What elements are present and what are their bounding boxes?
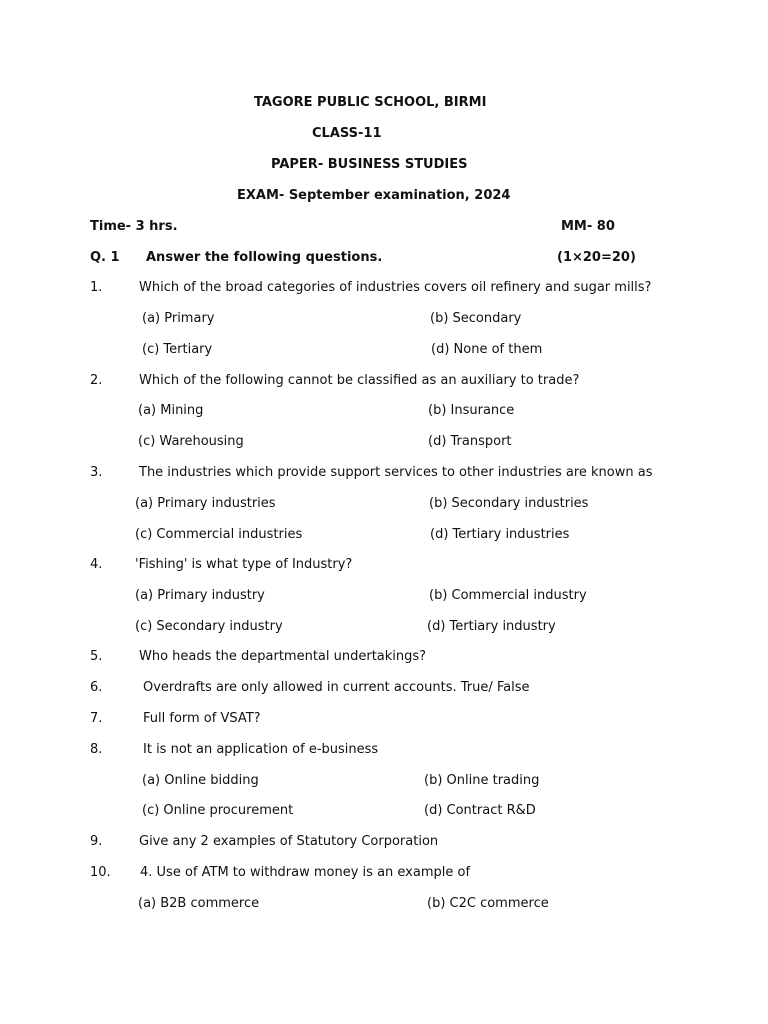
question-text: Overdrafts are only allowed in current accounts. True/ False <box>143 680 530 695</box>
question-text: Give any 2 examples of Statutory Corporation <box>139 834 439 849</box>
option-d: (d) None of them <box>431 342 543 357</box>
question-number: 2. <box>90 373 103 388</box>
option-d: (d) Tertiary industries <box>430 527 570 542</box>
question-number: 4. <box>90 557 103 572</box>
option-a: (a) B2B commerce <box>138 896 260 911</box>
question-number: 5. <box>90 649 103 664</box>
question-number: 1. <box>90 280 103 295</box>
option-c: (c) Commercial industries <box>135 527 303 542</box>
question-text: The industries which provide support services to other industries are known as <box>139 465 653 480</box>
option-c: (c) Tertiary <box>142 342 213 357</box>
question-number: 6. <box>90 680 103 695</box>
option-a: (a) Mining <box>138 403 204 418</box>
option-c: (c) Secondary industry <box>135 619 283 634</box>
section-number: Q. 1 <box>90 250 120 265</box>
option-b: (b) Online trading <box>424 773 540 788</box>
option-c: (c) Online procurement <box>142 803 294 818</box>
question-text: Which of the following cannot be classified as an auxiliary to trade? <box>139 373 580 388</box>
max-marks-label: MM- 80 <box>561 219 615 234</box>
option-a: (a) Primary <box>142 311 215 326</box>
option-b: (b) Insurance <box>428 403 515 418</box>
question-text: 'Fishing' is what type of Industry? <box>135 557 353 572</box>
exam-label: EXAM- September examination, 2024 <box>237 188 511 203</box>
question-text: Who heads the departmental undertakings? <box>139 649 427 664</box>
option-b: (b) Secondary industries <box>429 496 589 511</box>
question-text: It is not an application of e-business <box>143 742 379 757</box>
question-number: 10. <box>90 865 111 880</box>
option-b: (b) Secondary <box>430 311 522 326</box>
question-text: Full form of VSAT? <box>143 711 261 726</box>
question-number: 7. <box>90 711 103 726</box>
paper-label: PAPER- BUSINESS STUDIES <box>271 157 468 172</box>
question-number: 9. <box>90 834 103 849</box>
option-b: (b) C2C commerce <box>427 896 549 911</box>
time-label: Time- 3 hrs. <box>90 219 178 234</box>
option-a: (a) Primary industries <box>135 496 276 511</box>
option-d: (d) Tertiary industry <box>427 619 556 634</box>
question-text: 4. Use of ATM to withdraw money is an example of <box>140 865 471 880</box>
option-d: (d) Transport <box>428 434 512 449</box>
class-label: CLASS-11 <box>312 126 382 141</box>
school-name: TAGORE PUBLIC SCHOOL, BIRMI <box>254 95 487 110</box>
option-a: (a) Online bidding <box>142 773 259 788</box>
option-b: (b) Commercial industry <box>429 588 587 603</box>
section-instruction: Answer the following questions. <box>146 250 383 265</box>
question-number: 3. <box>90 465 103 480</box>
question-text: Which of the broad categories of industries covers oil refinery and sugar mills? <box>139 280 652 295</box>
option-a: (a) Primary industry <box>135 588 265 603</box>
question-number: 8. <box>90 742 103 757</box>
option-d: (d) Contract R&D <box>424 803 536 818</box>
option-c: (c) Warehousing <box>138 434 244 449</box>
section-marks: (1×20=20) <box>557 250 636 265</box>
